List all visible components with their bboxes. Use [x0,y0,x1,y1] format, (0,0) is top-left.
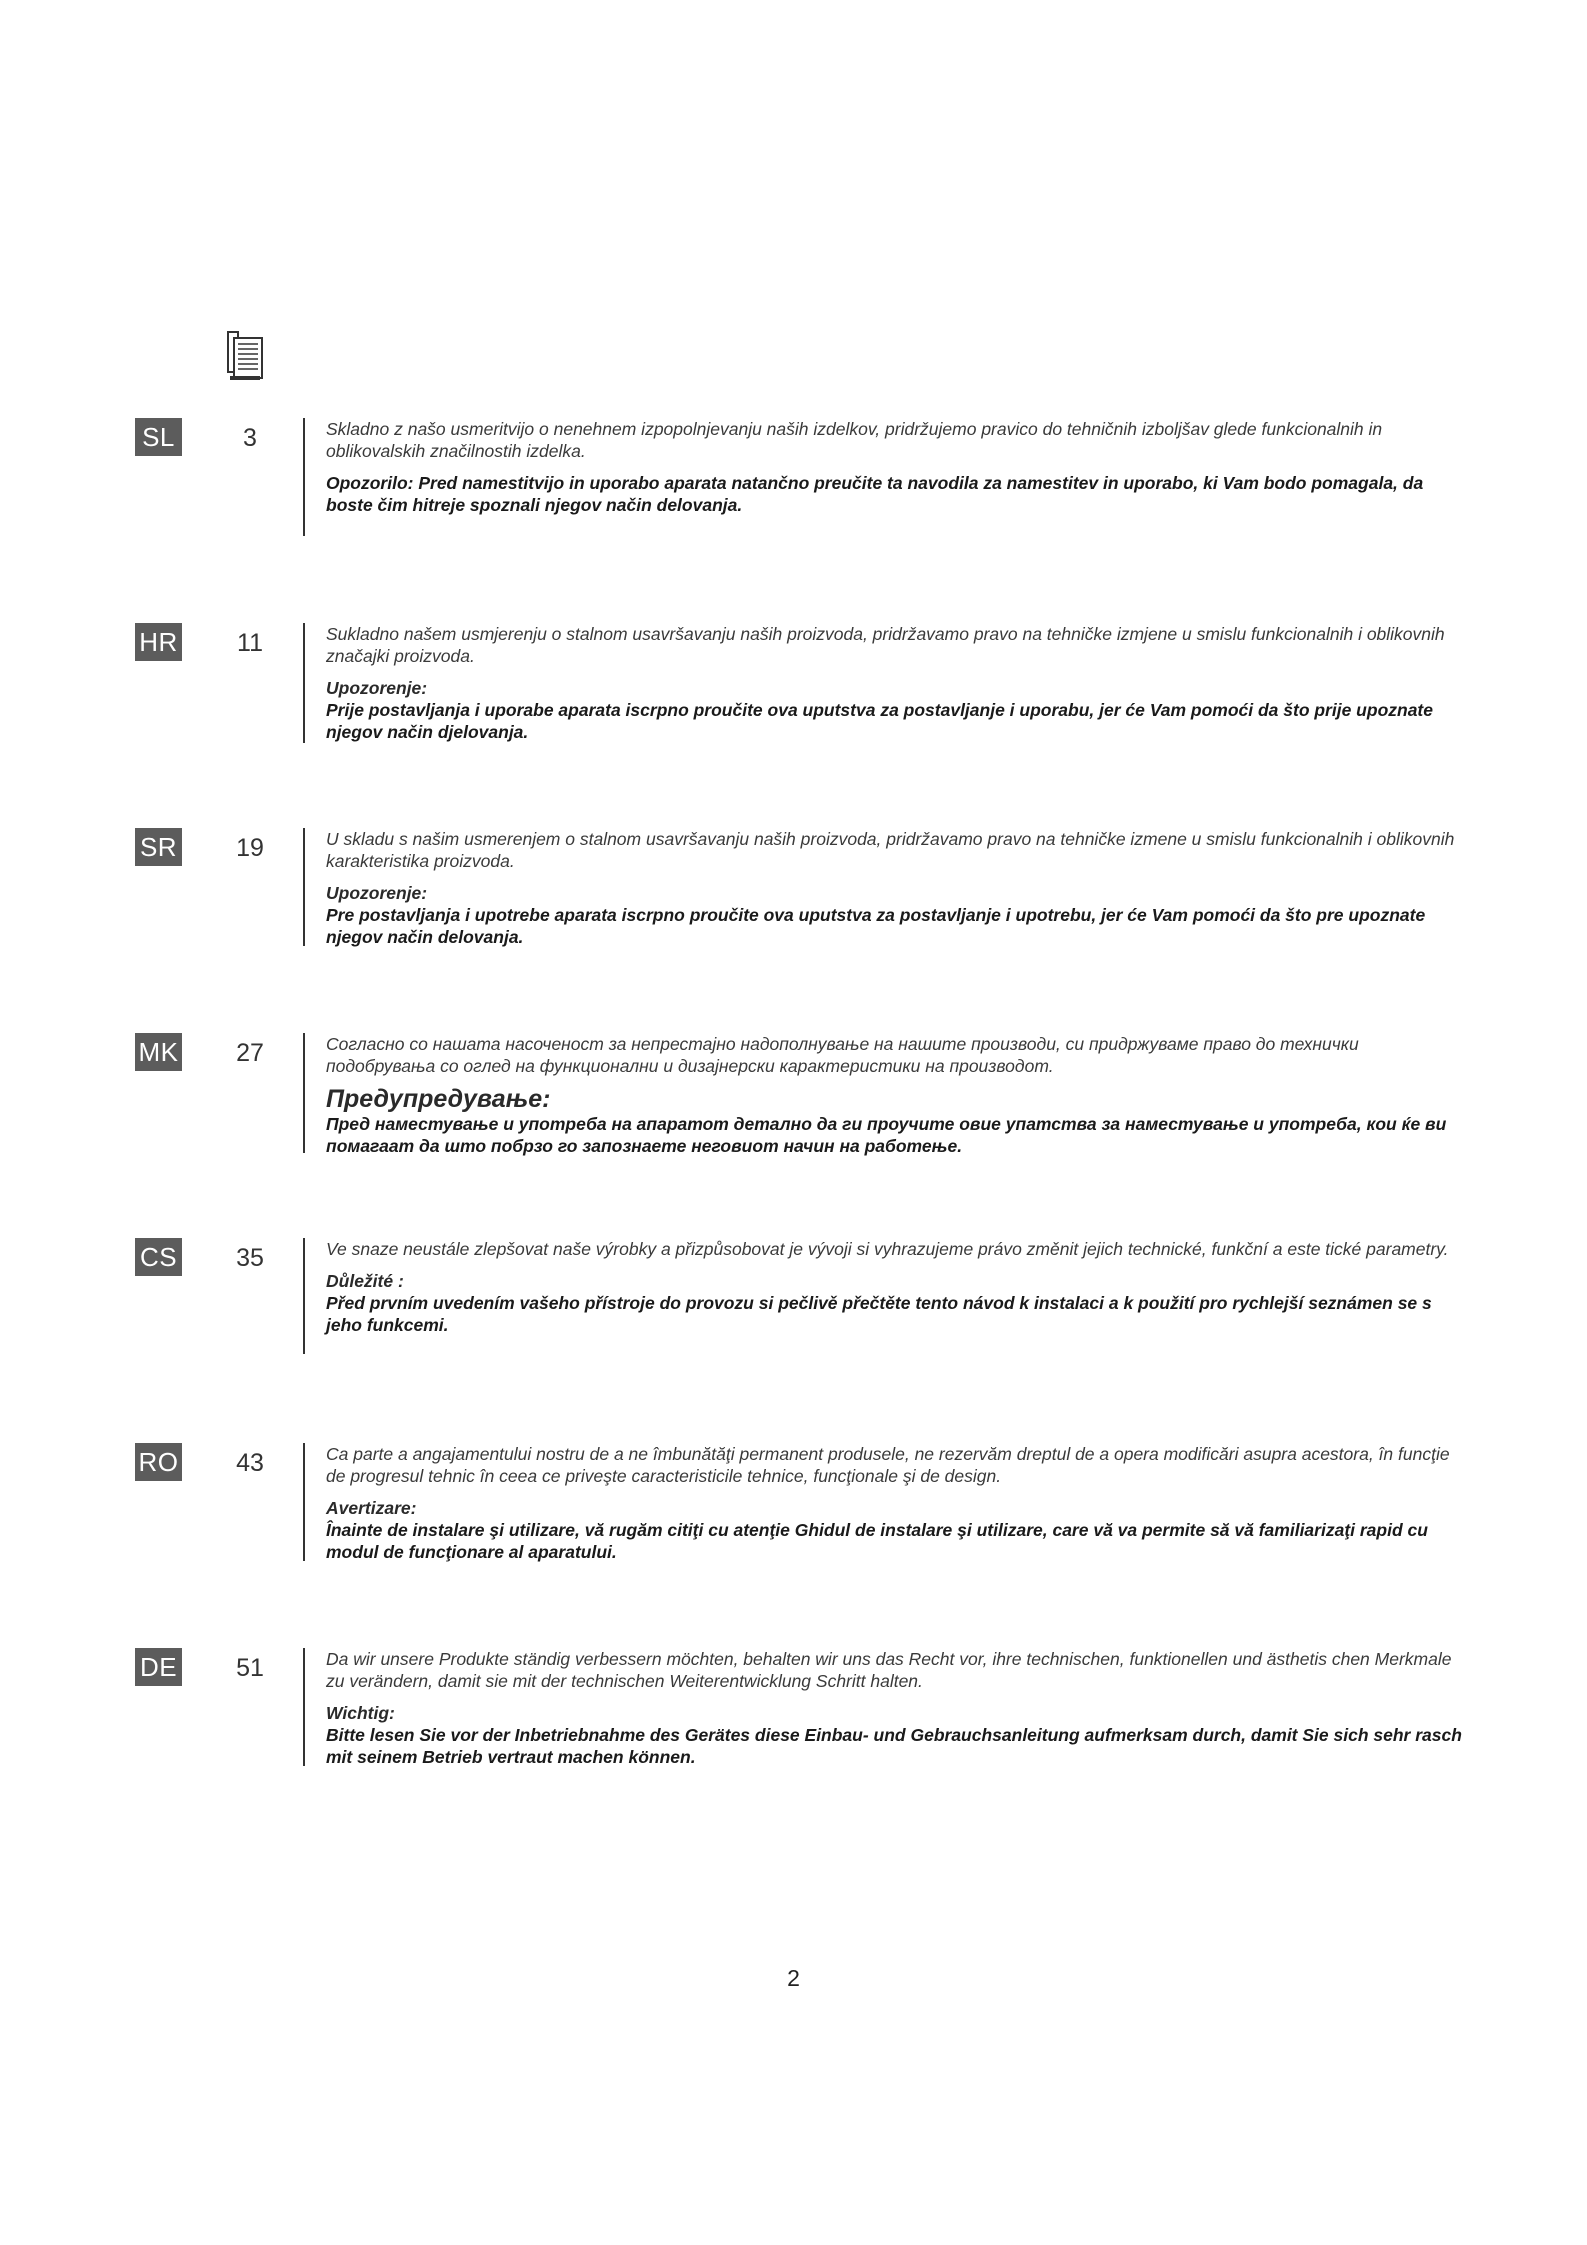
language-section-cs [0,1238,1587,1378]
section-warning-title: Upozorenje: [326,883,428,903]
section-intro: Согласно со нашата насоченост за непрестајно надополнување на нашите производи, си придржуваме право до технички подобрувања со оглед на функционални и дизајнерски карактеристики на производот. [326,1034,1359,1076]
language-badge: SL [135,418,182,456]
section-content [326,623,1466,743]
section-page-number: 27 [236,1039,264,1067]
section-warning-title: Avertizare: [326,1498,417,1518]
instruction-manual-icon [226,330,266,384]
section-intro: Ca parte a angajamentului nostru de a ne îmbunătăţi permanent produsele, ne rezervăm dreptul de a opera modificări asupra acestora, în funcţie de progresul tehnic în ceea ce priveşte caracteristicile tehnice, funcţionale şi de design. [326,1444,1450,1486]
section-page-number: 3 [243,424,257,452]
section-page-number: 35 [236,1244,264,1272]
section-warning-title: Wichtig: [326,1703,395,1723]
section-intro: Skladno z našo usmeritvijo o nenehnem izpopolnjevanju naših izdelkov, pridržujemo pravico do tehničnih izboljšav glede funkcionalnih in oblikovalskih značilnostih izdelka. [326,419,1383,461]
section-warning: Před prvním uvedením vašeho přístroje do provozu si pečlivě přečtěte tento návod k instalaci a k použití pro rychlejší seznámen se s jeho funkcemi. [326,1293,1432,1335]
section-warning: Prije postavljanja i uporabe aparata iscrpno proučite ova uputstva za postavljanje i uporabu, jer će Vam pomoći da što prije upoznate njegov način djelovanja. [326,700,1433,742]
language-badge: DE [135,1648,182,1686]
section-content [326,828,1466,948]
section-intro: Sukladno našem usmjerenju o stalnom usavršavanju naših proizvoda, pridržavamo pravo na tehničke izmjene u smislu funkcionalnih i oblikovnih značajki proizvoda. [326,624,1445,666]
section-page-number: 19 [236,834,264,862]
section-intro: Ve snaze neustále zlepšovat naše výrobky a přizpůsobovat je vývoji si vyhrazujeme právo změnit jejich technické, funkční a este tické parametry. [326,1239,1449,1259]
section-warning-title: Důležité : [326,1271,404,1291]
section-intro: U skladu s našim usmerenjem o stalnom usavršavanju naših proizvoda, pridržavamo pravo na tehničke izmene u smislu funkcionalnih i oblikovnih karakteristika proizvoda. [326,829,1455,871]
section-rule [303,1648,305,1766]
language-section-sr [0,828,1587,968]
section-intro: Da wir unsere Produkte ständig verbessern möchten, behalten wir uns das Recht vor, ihre technischen, funktionellen und ästhetis chen Merkmale zu verändern, damit sie mit der technischen Weiterentwicklung Schritt halten. [326,1649,1452,1691]
section-rule [303,1033,305,1153]
section-content [326,1648,1466,1768]
language-badge: HR [135,623,182,661]
section-rule [303,623,305,743]
language-section-mk [0,1033,1587,1173]
language-badge: CS [135,1238,182,1276]
section-content [326,1033,1466,1157]
language-section-sl [0,418,1587,558]
section-content [326,1443,1466,1563]
language-section-hr [0,623,1587,763]
section-warning: Пред наместување и употреба на апаратот детално да ги проучите овие упатства за наместување и употреба, кои ќе ви помагаат да што побрзо го запознаете неговиот начин на работење. [326,1114,1447,1156]
section-warning: Opozorilo: Pred namestitvijo in uporabo aparata natančno preučite ta navodila za namestitev in uporabo, ki Vam bodo pomagala, da boste čim hitreje spoznali njegov način delovanja. [326,473,1424,515]
section-warning: Bitte lesen Sie vor der Inbetriebnahme des Gerätes diese Einbau- und Gebrauchsanleitung aufmerksam durch, damit Sie sich sehr rasch mit seinem Betrieb vertraut machen können. [326,1725,1462,1767]
section-page-number: 51 [236,1654,264,1682]
section-rule [303,828,305,946]
section-warning: Pre postavljanja i upotrebe aparata iscrpno proučite ova uputstva za postavljanje i upotrebu, jer će Vam pomoći da što pre upoznate njegov način delovanja. [326,905,1426,947]
language-badge: RO [135,1443,182,1481]
language-badge: SR [135,828,182,866]
language-section-de [0,1648,1587,1788]
section-rule [303,418,305,536]
page-number: 2 [787,1965,800,1991]
language-badge: MK [135,1033,182,1071]
section-content [326,418,1466,516]
section-warning-title: Upozorenje: [326,678,428,698]
section-page-number: 11 [237,629,263,657]
section-page-number: 43 [236,1449,264,1477]
section-content [326,1238,1466,1336]
section-rule [303,1443,305,1561]
language-section-ro [0,1443,1587,1583]
section-warning: Înainte de instalare şi utilizare, vă rugăm citiţi cu atenţie Ghidul de instalare şi utilizare, care vă va permite să vă familiarizaţi rapid cu modul de funcţionare al aparatului. [326,1520,1428,1562]
section-rule [303,1238,305,1354]
section-warning-title: Предупредување: [326,1085,551,1113]
